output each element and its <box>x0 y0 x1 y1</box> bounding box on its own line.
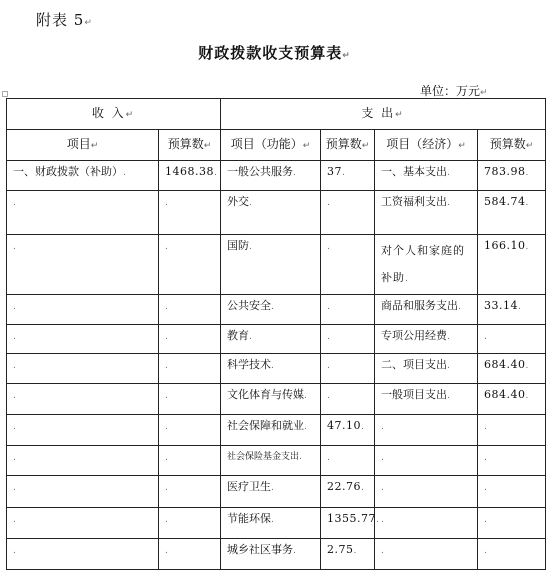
economic-item-cell <box>375 539 478 570</box>
paragraph-mark: . <box>327 302 331 312</box>
economic-budget-cell <box>478 384 546 415</box>
paragraph-mark: . <box>327 198 331 208</box>
table-row <box>7 354 546 384</box>
paragraph-mark: . <box>381 546 384 556</box>
cell-text: 166.10 <box>484 239 526 252</box>
cell-text: 一、基本支出 <box>381 165 447 178</box>
income-budget-cell <box>159 508 221 539</box>
paragraph-mark: . <box>447 391 450 401</box>
economic-item-cell <box>375 295 478 325</box>
income-item-cell <box>7 539 159 570</box>
function-item-cell <box>221 508 321 539</box>
table-row <box>7 539 546 570</box>
paragraph-mark: . <box>123 168 126 178</box>
paragraph-mark: . <box>165 515 169 525</box>
economic-budget-cell <box>478 354 546 384</box>
paragraph-mark: . <box>525 361 529 371</box>
paragraph-mark: . <box>484 453 488 463</box>
cell-text: 工资福利支出 <box>381 195 447 208</box>
paragraph-mark: . <box>525 391 529 401</box>
function-budget-cell <box>321 161 375 191</box>
income-item-cell <box>7 476 159 508</box>
section-header-row <box>7 99 546 130</box>
cell-text: 教育 <box>227 329 249 342</box>
paragraph-mark: . <box>249 198 252 208</box>
paragraph-mark: . <box>518 302 522 312</box>
economic-budget-cell <box>478 476 546 508</box>
paragraph-mark: . <box>13 242 16 252</box>
paragraph-mark: . <box>165 198 169 208</box>
function-item-cell <box>221 384 321 415</box>
economic-item-cell <box>375 191 478 235</box>
economic-budget-cell <box>478 539 546 570</box>
paragraph-mark: . <box>447 198 450 208</box>
unit-label: 单位：万元↵ <box>420 84 488 98</box>
economic-budget-cell <box>478 191 546 235</box>
income-section-header: 收 入↵ <box>7 99 221 130</box>
economic-item-cell <box>375 384 478 415</box>
paragraph-mark: . <box>304 422 307 432</box>
economic-item-cell <box>375 508 478 539</box>
income-item-cell <box>7 415 159 446</box>
paragraph-mark: . <box>353 546 357 556</box>
function-item-cell <box>221 191 321 235</box>
function-budget-cell <box>321 354 375 384</box>
function-budget-cell <box>321 476 375 508</box>
paragraph-mark: . <box>13 391 16 401</box>
paragraph-mark: . <box>405 274 409 284</box>
paragraph-mark: . <box>525 242 529 252</box>
income-item-cell <box>7 235 159 295</box>
cell-text: 584.74 <box>484 195 526 208</box>
economic-item-cell <box>375 235 478 295</box>
cell-text: 22.76 <box>327 480 361 493</box>
paragraph-mark: . <box>165 332 169 342</box>
income-item-cell <box>7 384 159 415</box>
income-budget-cell <box>159 354 221 384</box>
function-item-cell <box>221 415 321 446</box>
cell-text: 2.75 <box>327 543 354 556</box>
col-header-function-budget: 预算数↵ <box>321 130 375 161</box>
paragraph-mark: . <box>13 453 16 463</box>
economic-item-cell <box>375 325 478 354</box>
cell-text: 医疗卫生 <box>227 480 271 493</box>
paragraph-mark: . <box>381 515 384 525</box>
paragraph-mark: . <box>165 483 169 493</box>
table-row <box>7 235 546 295</box>
paragraph-mark: . <box>327 361 331 371</box>
paragraph-mark: . <box>165 453 169 463</box>
cell-text: 37 <box>327 165 342 178</box>
table-anchor-icon <box>2 91 8 97</box>
function-budget-cell <box>321 508 380 539</box>
cell-text: 文化体育与传媒 <box>227 388 304 401</box>
table-row <box>7 446 546 476</box>
paragraph-mark: . <box>13 302 16 312</box>
function-item-cell <box>221 161 321 191</box>
cell-text: 二、项目支出 <box>381 358 447 371</box>
function-budget-cell <box>321 325 375 354</box>
paragraph-mark: . <box>327 391 331 401</box>
cell-text: 节能环保 <box>227 512 271 525</box>
function-budget-cell <box>321 446 375 476</box>
paragraph-mark: . <box>13 332 16 342</box>
cell-text: 33.14 <box>484 299 518 312</box>
paragraph-mark: . <box>304 391 307 401</box>
function-item-cell <box>221 354 321 384</box>
income-budget-cell <box>159 295 221 325</box>
economic-item-cell <box>375 476 478 508</box>
income-item-cell <box>7 508 159 539</box>
paragraph-mark: . <box>361 422 365 432</box>
col-header-item: 项目↵ <box>7 130 159 161</box>
paragraph-mark: . <box>299 452 302 462</box>
cell-text: 1355.77 <box>327 512 376 525</box>
income-item-cell <box>7 354 159 384</box>
table-row <box>7 415 546 446</box>
paragraph-mark: . <box>381 453 384 463</box>
function-item-cell <box>221 295 321 325</box>
paragraph-mark: . <box>484 422 488 432</box>
income-item-cell <box>7 325 159 354</box>
cell-text: 商品和服务支出 <box>381 299 458 312</box>
paragraph-mark: . <box>525 168 529 178</box>
cell-text: 一、财政拨款（补助） <box>13 165 123 178</box>
paragraph-mark: . <box>13 361 16 371</box>
cell-text: 科学技术 <box>227 358 271 371</box>
income-budget-cell <box>159 539 221 570</box>
paragraph-mark: . <box>165 546 169 556</box>
income-budget-cell <box>159 415 221 446</box>
paragraph-mark: . <box>458 302 461 312</box>
paragraph-mark: . <box>13 483 16 493</box>
income-item-cell <box>7 161 159 191</box>
cell-text: 47.10 <box>327 419 361 432</box>
income-budget-cell <box>159 161 221 191</box>
expense-section-header: 支 出↵ <box>221 99 546 130</box>
income-budget-cell <box>159 476 221 508</box>
paragraph-mark: . <box>13 546 16 556</box>
cell-text: 1468.38 <box>165 165 214 178</box>
table-row <box>7 476 546 508</box>
paragraph-mark: . <box>13 515 16 525</box>
economic-budget-cell <box>478 446 546 476</box>
paragraph-mark: . <box>165 242 169 252</box>
paragraph-mark: . <box>447 361 450 371</box>
economic-budget-cell <box>478 235 546 295</box>
table-row <box>7 191 546 235</box>
income-budget-cell <box>159 191 221 235</box>
paragraph-mark: . <box>271 515 274 525</box>
paragraph-mark: . <box>271 361 274 371</box>
paragraph-mark: . <box>13 422 16 432</box>
table-row <box>7 508 546 539</box>
cell-text: 城乡社区事务 <box>227 543 293 556</box>
paragraph-mark: . <box>249 332 252 342</box>
function-item-cell <box>221 476 321 508</box>
paragraph-mark: . <box>271 302 274 312</box>
paragraph-mark: . <box>484 546 488 556</box>
col-header-economic-budget: 预算数↵ <box>478 130 546 161</box>
economic-item-cell <box>375 161 478 191</box>
paragraph-mark: . <box>381 483 384 493</box>
economic-item-cell <box>375 446 478 476</box>
cell-text: 国防 <box>227 239 249 252</box>
paragraph-mark: . <box>293 168 296 178</box>
col-header-function-item: 项目（功能）↵ <box>221 130 321 161</box>
table-row <box>7 384 546 415</box>
paragraph-mark: . <box>327 332 331 342</box>
cell-text: 783.98 <box>484 165 526 178</box>
column-header-row <box>7 130 546 161</box>
paragraph-mark: . <box>484 483 488 493</box>
function-budget-cell <box>321 295 375 325</box>
paragraph-mark: . <box>165 422 169 432</box>
paragraph-mark: . <box>13 198 16 208</box>
economic-budget-cell <box>478 161 546 191</box>
paragraph-mark: . <box>293 546 296 556</box>
paragraph-mark: . <box>214 168 218 178</box>
cell-text: 对个人和家庭的补助 <box>381 244 465 284</box>
paragraph-mark: . <box>381 422 384 432</box>
function-item-cell <box>221 235 321 295</box>
income-budget-cell <box>159 235 221 295</box>
cell-text: 684.40 <box>484 388 526 401</box>
paragraph-mark: . <box>165 302 169 312</box>
income-item-cell <box>7 295 159 325</box>
economic-budget-cell <box>478 508 546 539</box>
table-row <box>7 161 546 191</box>
economic-budget-cell <box>478 415 546 446</box>
paragraph-mark: . <box>484 332 488 342</box>
function-budget-cell <box>321 415 375 446</box>
function-budget-cell <box>321 191 375 235</box>
function-item-cell <box>221 539 321 570</box>
cell-text: 社会保障和就业 <box>227 419 304 432</box>
economic-item-cell <box>375 415 478 446</box>
paragraph-mark: . <box>361 483 365 493</box>
col-header-economic-item: 项目（经济）↵ <box>375 130 478 161</box>
paragraph-mark: . <box>484 515 488 525</box>
function-budget-cell <box>321 384 375 415</box>
cell-text: 专项公用经费 <box>381 329 447 342</box>
cell-text: 一般公共服务 <box>227 165 293 178</box>
table-row <box>7 295 546 325</box>
paragraph-mark: . <box>342 168 346 178</box>
income-item-cell <box>7 191 159 235</box>
income-item-cell <box>7 446 159 476</box>
income-budget-cell <box>159 384 221 415</box>
paragraph-mark: . <box>447 168 450 178</box>
budget-table <box>6 98 546 570</box>
paragraph-mark: . <box>327 453 331 463</box>
paragraph-mark: . <box>525 198 529 208</box>
paragraph-mark: . <box>376 515 380 525</box>
annex-label: 附表 5↵ <box>36 11 93 29</box>
paragraph-mark: . <box>447 332 450 342</box>
income-budget-cell <box>159 325 221 354</box>
paragraph-mark: . <box>249 242 252 252</box>
cell-text: 公共安全 <box>227 299 271 312</box>
paragraph-mark: . <box>327 242 331 252</box>
economic-item-cell <box>375 354 478 384</box>
function-budget-cell <box>321 539 375 570</box>
function-item-cell <box>221 446 321 476</box>
economic-budget-cell <box>478 325 546 354</box>
paragraph-mark: . <box>271 483 274 493</box>
function-budget-cell <box>321 235 375 295</box>
cell-text: 一般项目支出 <box>381 388 447 401</box>
paragraph-mark: . <box>165 361 169 371</box>
col-header-budget: 预算数↵ <box>159 130 221 161</box>
page-title: 财政拨款收支预算表↵ <box>198 44 351 62</box>
income-budget-cell <box>159 446 221 476</box>
table-row <box>7 325 546 354</box>
cell-text: 社会保险基金支出 <box>227 452 300 462</box>
paragraph-mark: . <box>165 391 169 401</box>
economic-budget-cell <box>478 295 546 325</box>
function-item-cell <box>221 325 321 354</box>
cell-text: 684.40 <box>484 358 526 371</box>
cell-text: 外交 <box>227 195 249 208</box>
